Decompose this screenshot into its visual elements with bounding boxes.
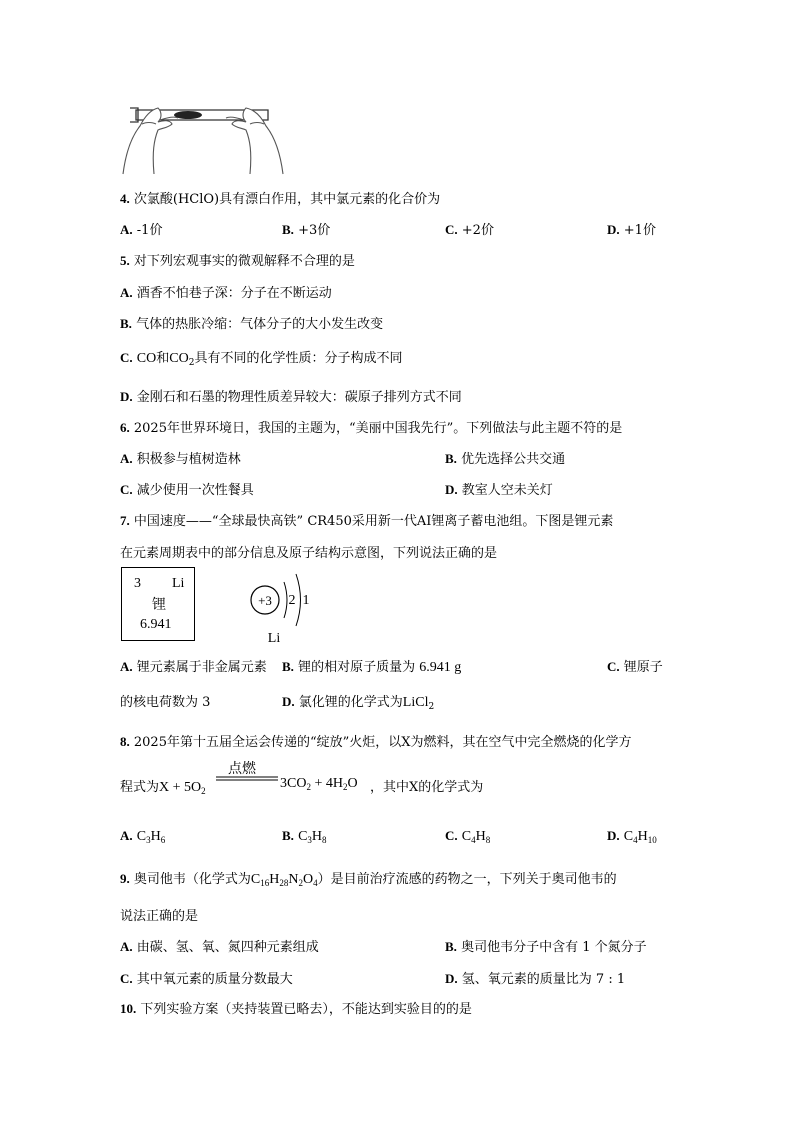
reaction-condition: 点燃 [228,761,256,777]
question-text: 2025年第十五届全运会传递的“绽放”火炬，以X为燃料，其在空气中完全燃烧的化学方 [133,735,632,750]
q6-option-b[interactable]: B. 优先选择公共交通 [445,451,566,467]
q7-option-a[interactable]: A. 锂元素属于非金属元素 [120,659,267,675]
atomic-number: 3 [134,576,141,591]
question-text: 对下列宏观事实的微观解释不合理的是 [133,254,355,269]
q4-option-d[interactable]: D. +1价 [607,222,656,238]
q5-option-c[interactable]: C. CO和$CO_2$具有不同的化学性质：分子构成不同 [120,350,403,368]
oseltamivir-formula: $C_{16}H_{28}N_2O_4$ [250,872,318,888]
q8-option-d[interactable]: D. $C_4H_{10}$ [607,828,657,845]
question-number: 8. [120,734,130,749]
q7-option-c-continued: 的核电荷数为 3 [120,695,211,710]
atomic-mass: 6.941 [140,617,172,632]
q7-option-c[interactable]: C. 锂原子 [607,659,663,675]
q9-option-c[interactable]: C. 其中氧元素的质量分数最大 [120,971,293,987]
atom-structure-diagram [244,570,324,650]
atom-label: Li [267,631,281,646]
q4-option-a[interactable]: A. -1价 [120,222,163,238]
q6-option-c[interactable]: C. 减少使用一次性餐具 [120,482,254,498]
q5-option-b[interactable]: B. 气体的热胀冷缩：气体分子的大小发生改变 [120,316,384,332]
question-number: 6. [120,420,130,435]
question-number: 4. [120,191,130,206]
q9-option-a[interactable]: A. 由碳、氢、氧、氮四种元素组成 [120,939,319,955]
q7-option-b[interactable]: B. 锂的相对原子质量为 6.941 g [282,659,462,675]
equation-left: $X + 5O_2$ [159,780,206,796]
question-10-stem [120,998,472,1017]
shell-2-electrons: 1 [302,593,310,608]
equation-right: $3CO_2 + 4H_2O$ [280,776,358,792]
question-text: 2025年世界环境日，我国的主题为，“美丽中国我先行”。下列做法与此主题不符的是 [133,421,623,436]
question-4-stem [120,188,440,207]
question-9-stem: 9. 奥司他韦（化学式为$C_{16}H_{28}N_2O_4$）是目前治疗流感的药物之一，下列关于奥司他韦的 [120,871,617,888]
q6-option-d[interactable]: D. 教室人空未关灯 [445,482,553,498]
question-number: 9. [120,871,130,886]
question-text: 次氯酸(HClO)具有漂白作用，其中氯元素的化合价为 [133,192,441,207]
question-text: 下列实验方案（夹持装置已略去），不能达到实验目的的是 [140,1002,472,1017]
question-number: 10. [120,1001,137,1016]
q9-option-b[interactable]: B. 奥司他韦分子中含有 1 个氮分子 [445,939,647,955]
reaction-arrow [216,775,278,783]
q8-option-c[interactable]: C. $C_4H_8$ [445,828,491,845]
question-7-stem-line2: 在元素周期表中的部分信息及原子结构示意图，下列说法正确的是 [120,546,498,561]
element-name: 锂 [152,597,166,613]
q4-option-b[interactable]: B. +3价 [282,222,331,238]
question-text: 中国速度——“全球最快高铁” CR450采用新一代AI锂离子蓄电池组。下图是锂元素 [133,514,614,529]
question-number: 5. [120,253,130,268]
question-7-stem [120,510,613,529]
question-8-stem [120,731,632,750]
test-tube-illustration [118,96,288,176]
question-text: 奥司他韦（化学式为 [133,872,251,887]
q6-option-a[interactable]: A. 积极参与植树造林 [120,451,241,467]
q5-option-d[interactable]: D. 金刚石和石墨的物理性质差异较大：碳原子排列方式不同 [120,389,462,405]
question-8-stem-end: ，其中X的化学式为 [370,780,484,795]
element-symbol: Li [172,576,185,591]
nucleus-charge: +3 [258,593,272,608]
question-8-equation-line: 程式为$X + 5O_2$ [120,780,206,796]
q5-option-a[interactable]: A. 酒香不怕巷子深：分子在不断运动 [120,285,332,301]
question-9-stem-line2: 说法正确的是 [120,909,199,924]
question-number: 7. [120,513,130,528]
q8-option-a[interactable]: A. $C_3H_6$ [120,828,166,845]
element-card [121,567,195,641]
q4-option-c[interactable]: C. +2价 [445,222,494,238]
q8-option-b[interactable]: B. $C_3H_8$ [282,828,327,845]
question-6-stem [120,417,622,436]
q9-option-d[interactable]: D. 氢、氧元素的质量比为 7 : 1 [445,971,626,987]
q7-option-d[interactable]: D. 氯化锂的化学式为LiCl$_2$ [282,694,435,712]
question-5-stem [120,250,355,269]
shell-1-electrons: 2 [288,593,296,608]
